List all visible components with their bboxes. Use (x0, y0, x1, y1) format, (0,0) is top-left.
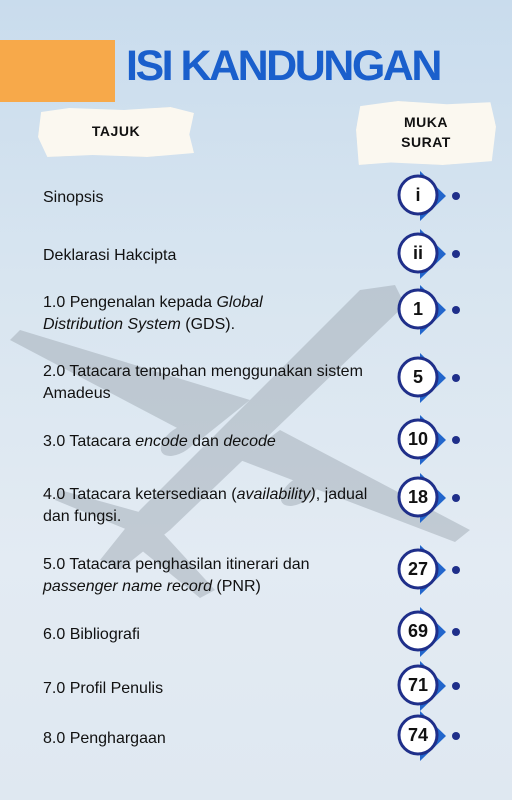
page-badge[interactable] (394, 412, 460, 468)
topic-column-header: TAJUK (91, 123, 141, 139)
toc-item-text: 8.0 Penghargaan (43, 730, 166, 747)
toc-item-pengenalan-gds[interactable] (43, 292, 333, 336)
page-number: 74 (407, 725, 429, 745)
page-badge[interactable] (394, 350, 460, 406)
toc-item-text: 7.0 Profil Penulis (43, 680, 164, 697)
page-number: 1 (412, 299, 423, 319)
page-badge[interactable] (394, 604, 460, 660)
toc-item-sinopsis[interactable] (43, 187, 363, 209)
toc-item-text: Sinopsis (43, 189, 104, 206)
page-badge[interactable] (394, 282, 460, 338)
toc-item-profil-penulis[interactable] (43, 678, 363, 700)
page-badge[interactable] (394, 168, 460, 224)
toc-item-text: Deklarasi Hakcipta (43, 247, 177, 264)
toc-item-italic-2: decode (223, 433, 276, 450)
page-number: 69 (407, 621, 429, 641)
toc-item-text-mid: dan (187, 433, 224, 450)
toc-item-text: 1.0 Pengenalan kepada (43, 294, 217, 311)
toc-item-italic: Global Distribution System (43, 294, 263, 333)
toc-item-text-tail: (GDS). (180, 316, 236, 333)
page-number: i (415, 185, 421, 205)
page-title: ISI KANDUNGAN (126, 42, 440, 90)
toc-item-text: 6.0 Bibliografi (43, 626, 140, 643)
page-number: 18 (407, 487, 429, 507)
page-column-header (356, 112, 496, 152)
page-badge[interactable] (394, 658, 460, 714)
toc-item-penghargaan[interactable] (43, 728, 363, 750)
page-badge[interactable] (394, 470, 460, 526)
toc-item-itinerari-pnr[interactable] (43, 554, 363, 598)
page-column-header-line2: SURAT (401, 134, 451, 150)
toc-item-text: 2.0 Tatacara tempahan menggunakan sistem Amadeus (43, 363, 363, 402)
toc-item-text-tail: , jadual dan fungsi. (43, 486, 368, 525)
toc-item-deklarasi-hakcipta[interactable] (43, 245, 363, 267)
page-number: ii (412, 243, 423, 263)
page-badge[interactable] (394, 226, 460, 282)
toc-item-encode-decode[interactable] (43, 431, 363, 453)
orange-accent-block (0, 40, 115, 102)
toc-item-italic: passenger name record (43, 578, 212, 595)
page-badge[interactable] (394, 708, 460, 764)
toc-item-ketersediaan[interactable] (43, 484, 373, 528)
toc-item-text: 3.0 Tatacara (43, 433, 136, 450)
page-number: 10 (407, 429, 429, 449)
page-column-header-line1: MUKA (404, 114, 448, 130)
toc-item-tempahan-amadeus[interactable] (43, 361, 363, 405)
toc-item-italic: encode (135, 433, 188, 450)
page-badge[interactable] (394, 542, 460, 598)
toc-item-bibliografi[interactable] (43, 624, 363, 646)
page-number: 71 (407, 675, 429, 695)
toc-item-text: 5.0 Tatacara penghasilan itinerari dan (43, 556, 310, 573)
toc-item-text: 4.0 Tatacara ketersediaan ( (43, 486, 237, 503)
page-number: 27 (407, 559, 429, 579)
toc-item-text-tail: (PNR) (211, 578, 261, 595)
page-number: 5 (412, 367, 423, 387)
toc-item-italic: availability) (236, 486, 316, 503)
